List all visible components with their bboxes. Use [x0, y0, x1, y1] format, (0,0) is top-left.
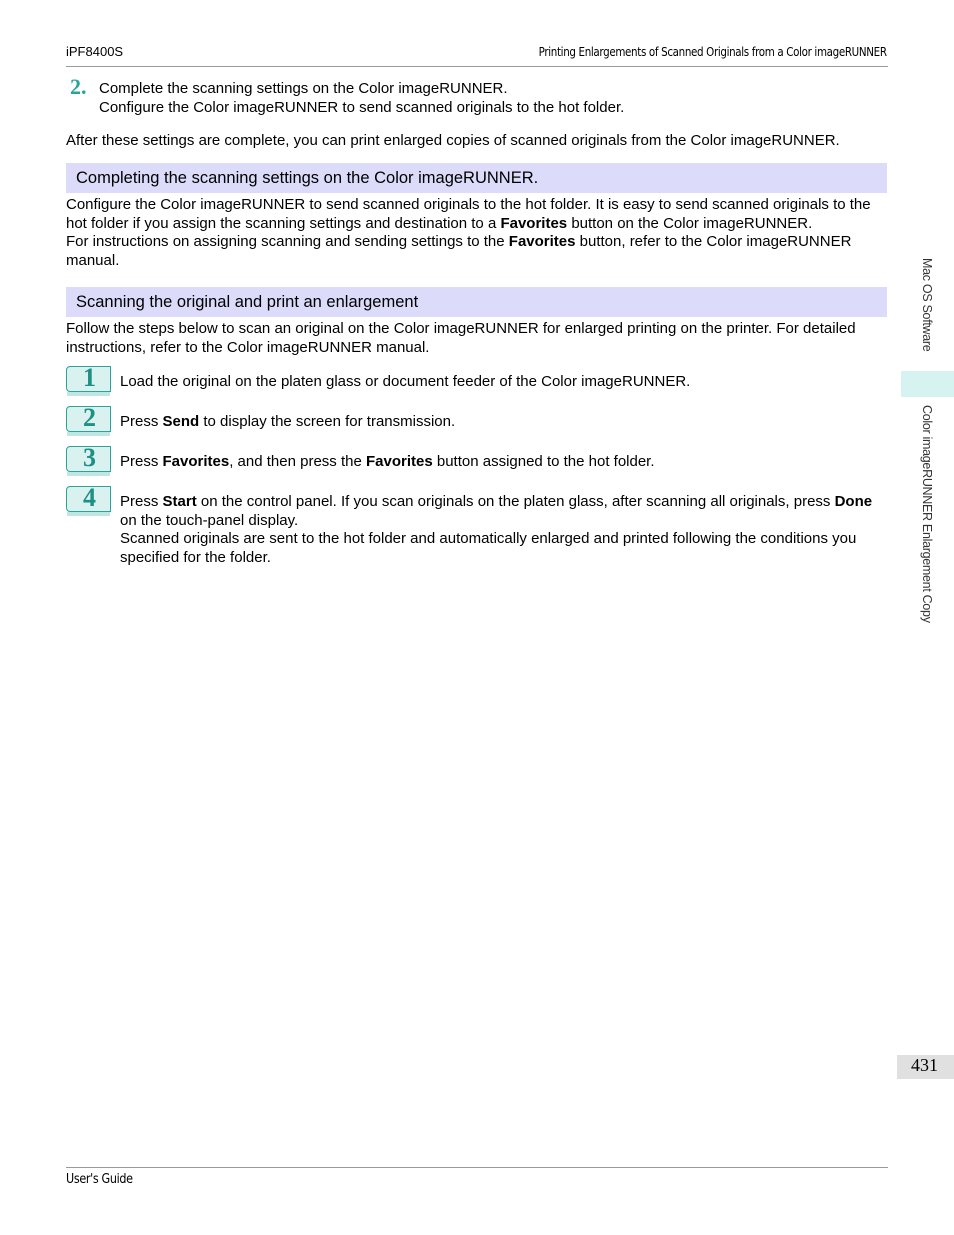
- section-1-body: [66, 196, 888, 270]
- step-number-badge: [66, 483, 111, 512]
- header-divider: [66, 66, 888, 67]
- section-2-intro: Follow the steps below to scan an original on the Color imageRUNNER for enlarged printing on the printer. For detailed instructions, refer to the Color imageRUNNER manual.: [66, 320, 856, 356]
- section-heading-text: Completing the scanning settings on the Color imageRUNNER.: [76, 169, 539, 187]
- section-1-text: button, refer to the Color imageRUNNER manual.: [66, 233, 852, 269]
- step-text: [120, 493, 890, 567]
- step-2-text: [99, 80, 624, 117]
- section-1-text: Configure the Color imageRUNNER to send scanned originals to the hot folder. It is easy to send scanned originals to the hot folder if you assign the scanning settings and destination to a: [66, 196, 871, 232]
- step-text-run: Scanned originals are sent to the hot folder and automatically enlarged and printed following the conditions you specified for the folder.: [120, 530, 857, 566]
- done-bold: Done: [834, 493, 873, 510]
- step-text-run: Load the original on the platen glass or document feeder of the Color imageRUNNER.: [120, 373, 691, 390]
- after-settings-paragraph: After these settings are complete, you can print enlarged copies of scanned originals from the Color imageRUNNER.: [66, 132, 840, 149]
- start-bold: Start: [162, 493, 197, 510]
- step-number-badge: [66, 403, 111, 432]
- step-text-run: to display the screen for transmission.: [199, 413, 456, 430]
- step-number: 4: [83, 483, 96, 512]
- step-text-run: Press: [120, 493, 163, 510]
- step-text-run: on the touch-panel display.: [120, 511, 299, 529]
- favorites-bold: Favorites: [508, 233, 576, 250]
- favorites-bold: Favorites: [162, 453, 230, 470]
- step-number: 3: [83, 443, 96, 472]
- section-heading-completing-settings: [66, 163, 887, 193]
- send-bold: Send: [162, 413, 200, 430]
- step-text-run: Press: [120, 453, 163, 470]
- step-text: [120, 373, 890, 392]
- section-heading-scanning-original: [66, 287, 887, 317]
- step-2-line-2: Configure the Color imageRUNNER to send scanned originals to the hot folder.: [99, 98, 625, 116]
- step-text-run: Press: [120, 413, 163, 430]
- side-tab-active-marker: [901, 371, 954, 397]
- header-section-title: Printing Enlargements of Scanned Originals from a Color imageRUNNER: [538, 45, 887, 59]
- footer-divider: [66, 1167, 888, 1168]
- page-number: 431: [911, 1055, 938, 1075]
- section-heading-text: Scanning the original and print an enlargement: [76, 293, 419, 311]
- step-text-run: button assigned to the hot folder.: [432, 453, 655, 470]
- side-tab-mac-os-software[interactable]: [912, 258, 942, 368]
- favorites-bold: Favorites: [500, 214, 568, 232]
- step-number: 2: [83, 403, 96, 432]
- step-number-badge: [66, 443, 111, 472]
- step-text-run: , and then press the: [229, 453, 366, 470]
- step-text: [120, 453, 890, 472]
- page-number-box: [897, 1055, 954, 1079]
- step-text: [120, 413, 890, 432]
- header-model: iPF8400S: [66, 44, 124, 59]
- favorites-bold: Favorites: [365, 453, 433, 470]
- side-tab-enlargement-copy[interactable]: [912, 405, 942, 645]
- section-1-text: button on the Color imageRUNNER.: [567, 214, 813, 232]
- side-tab-label: Mac OS Software: [920, 258, 934, 352]
- step-2-number: 2.: [70, 74, 87, 99]
- section-1-text: For instructions on assigning scanning and sending settings to the: [66, 233, 509, 250]
- step-2-line-1: Complete the scanning settings on the Color imageRUNNER.: [99, 80, 508, 97]
- step-number: 1: [83, 363, 96, 392]
- side-tab-label: Color imageRUNNER Enlargement Copy: [920, 405, 934, 623]
- footer-title: User's Guide: [66, 1172, 133, 1187]
- step-text-run: on the control panel. If you scan originals on the platen glass, after scanning all originals, press: [196, 493, 835, 510]
- step-number-badge: [66, 363, 111, 392]
